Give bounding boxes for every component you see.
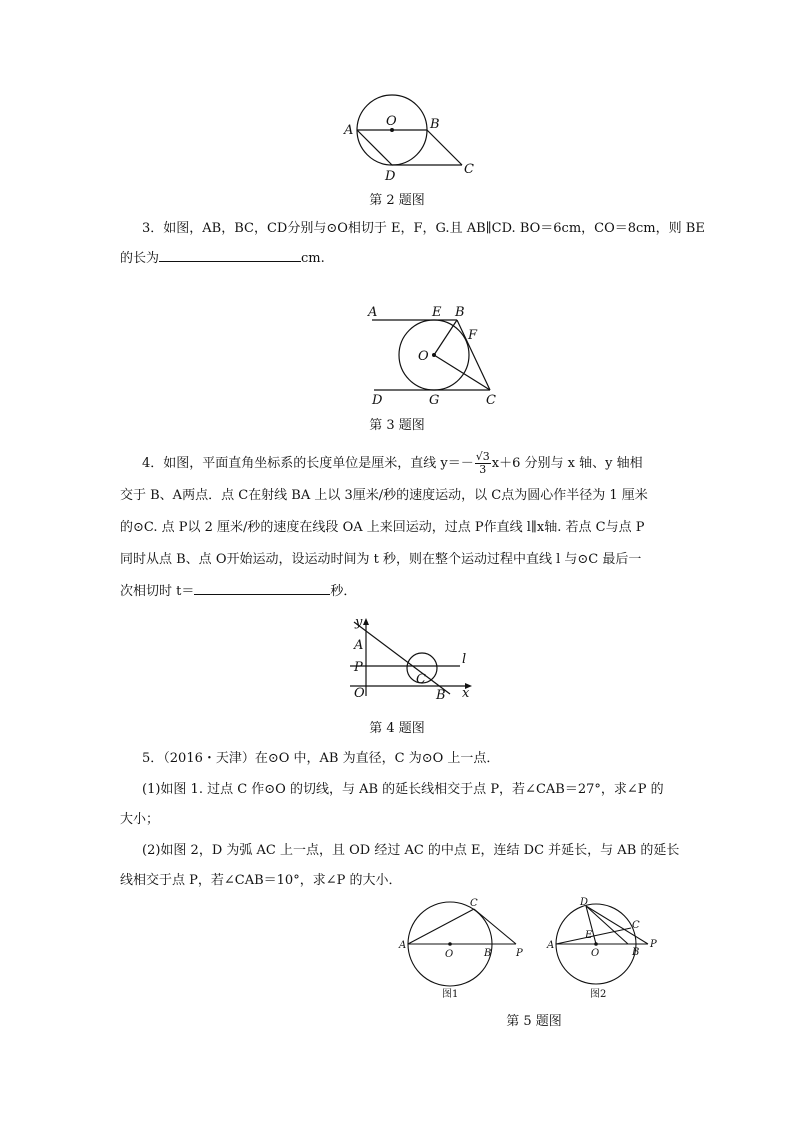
label-b: B <box>430 117 440 132</box>
label-p: P <box>516 948 523 959</box>
q4-line1-post: x＋6 分别与 x 轴、y 轴相 <box>491 456 643 471</box>
figure-q2 <box>340 90 490 185</box>
y-axis-arrow <box>363 618 369 625</box>
chord-ac <box>408 909 474 944</box>
caption-q5: 第 5 题图 <box>506 1014 562 1029</box>
label-c: C <box>470 898 478 909</box>
figure-q5-2 <box>546 896 666 1000</box>
answer-blank-q4[interactable] <box>194 580 330 595</box>
q5-line3: 大小； <box>120 812 160 827</box>
label-f: F <box>468 328 478 343</box>
label-x: x <box>462 686 470 701</box>
q4-line5-pre: 次相切时 t＝ <box>120 584 195 599</box>
fraction-numerator: √3 <box>475 450 490 463</box>
label-e: E <box>432 305 442 320</box>
label-a: A <box>354 638 364 653</box>
label-o: O <box>418 349 429 364</box>
label-p: P <box>650 939 657 950</box>
q5-line2: (1)如图 1. 过点 C 作⊙O 的切线，与 AB 的延长线相交于点 P，若∠CAB＝27°，求∠P 的 <box>142 782 664 797</box>
q4-line1-pre: 4．如图，平面直角坐标系的长度单位是厘米，直线 y＝－ <box>142 456 474 471</box>
label-a: A <box>399 940 407 951</box>
label-c: C <box>632 920 640 931</box>
label-a: A <box>368 305 378 320</box>
label-o: O <box>354 686 365 701</box>
q5-line1: 5．（2016・天津）在⊙O 中，AB 为直径，C 为⊙O 上一点． <box>142 751 500 766</box>
q3-line1: 3．如图，AB，BC，CD分别与⊙O相切于 E，F，G.且 AB∥CD. BO＝6cm，CO＝8cm，则 BE <box>142 221 705 236</box>
fraction-denominator: 3 <box>479 463 487 476</box>
label-l: l <box>462 652 467 667</box>
label-c: C <box>486 393 496 407</box>
q4-line5-post: 秒． <box>330 584 357 599</box>
figure-q5-1 <box>398 896 533 1000</box>
label-d: D <box>580 897 589 908</box>
label-y: y <box>355 615 363 630</box>
caption-q4: 第 4 题图 <box>369 721 425 736</box>
label-p: P <box>354 660 363 675</box>
figure-q3 <box>362 302 512 407</box>
q3-line2-post: cm. <box>301 251 325 266</box>
label-b: B <box>484 948 492 959</box>
label-d: D <box>372 393 383 407</box>
tangent-cp <box>474 909 516 944</box>
label-c: C <box>464 162 474 177</box>
label-a: A <box>547 940 555 951</box>
label-e: E <box>585 930 593 941</box>
fraction-sqrt3-over-3 <box>475 451 491 476</box>
caption-q2: 第 2 题图 <box>369 193 425 208</box>
center-dot <box>448 942 452 946</box>
q5-line4: (2)如图 2，D 为弧 AC 上一点，且 OD 经过 AC 的中点 E，连结 DC 并延长，与 AB 的延长 <box>142 843 680 858</box>
label-o: O <box>445 949 454 960</box>
center-dot <box>432 353 436 357</box>
figure-q4 <box>340 612 480 704</box>
label-d: D <box>385 169 396 184</box>
label-c: C <box>416 672 426 687</box>
q4-line3: 的⊙C. 点 P以 2 厘米/秒的速度在线段 OA 上来回运动，过点 P作直线 l∥x轴. 若点 C与点 P <box>120 520 645 535</box>
label-b: B <box>632 947 640 958</box>
q4-line2: 交于 B、A两点．点 C在射线 BA 上以 3厘米/秒的速度运动，以 C点为圆心作半径为 1 厘米 <box>120 488 648 503</box>
q4-line5 <box>120 578 356 605</box>
figure-label-1: 图1 <box>442 989 459 1000</box>
q5-line5: 线相交于点 P，若∠CAB＝10°，求∠P 的大小． <box>120 873 402 888</box>
label-g: G <box>429 393 440 407</box>
q4-line4: 同时从点 B、点 O开始运动，设运动时间为 t 秒，则在整个运动过程中直线 l 与⊙C 最后一 <box>120 552 642 567</box>
q3-line2-pre: 的长为 <box>120 251 160 266</box>
line-ab <box>354 622 450 694</box>
figure-label-2: 图2 <box>590 989 607 1000</box>
q4-line1 <box>142 450 643 477</box>
label-b: B <box>436 688 446 703</box>
answer-blank-q3[interactable] <box>159 247 301 262</box>
segment-bc <box>427 130 462 165</box>
segment-ob <box>434 320 457 355</box>
label-o: O <box>386 114 397 129</box>
caption-q3: 第 3 题图 <box>369 418 425 433</box>
label-b: B <box>455 305 465 320</box>
q3-line2 <box>120 245 325 272</box>
label-a: A <box>344 123 354 138</box>
label-o: O <box>591 948 600 959</box>
center-dot <box>594 942 598 946</box>
